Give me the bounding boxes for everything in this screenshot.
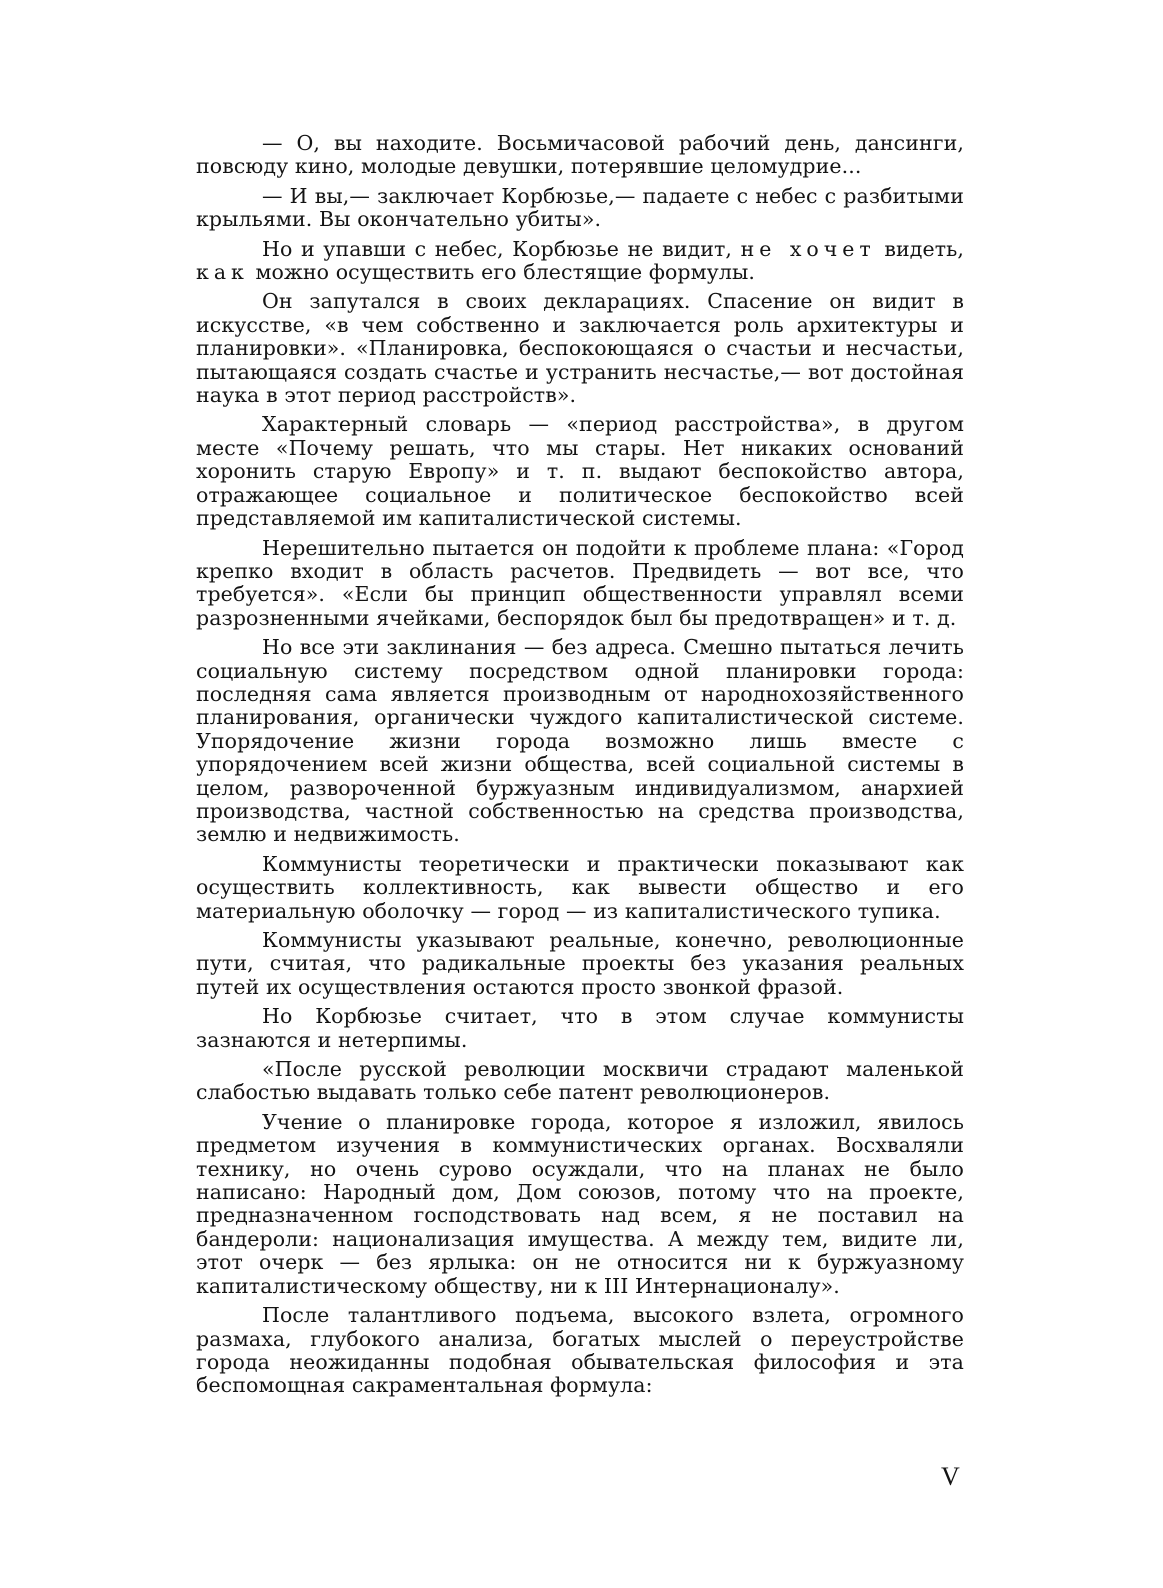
paragraph-7: Но все эти заклинания — без адреса. Смешно пытаться лечить социальную систему посредством одной планировки города: последняя сама является производным от народнохозяйственного планирования, органически чуждого капиталистической системе. Упорядочение жизни города возможно лишь вместе с упорядочением всей жизни общества, всей социальной системы в целом, развороченной буржуазным индивидуализмом, анархией производства, частной собственностью на средства производства, землю и недвижимость. — [196, 635, 964, 847]
paragraph-4: Он запутался в своих декларациях. Спасение он видит в искусстве, «в чем собственно и заключается роль архитектуры и планировки». «Планировка, беспокоющаяся о счастьи и несчастьи, пытающаяся создать счастье и устранить несчастье,— вот достойная наука в этот период расстройств». — [196, 289, 964, 408]
emphasis-ne-hochet: не хочет — [740, 236, 876, 261]
paragraph-1: — О, вы находите. Восьмичасовой рабочий день, дансинги, повсюду кино, молодые девушки, потерявшие целомудрие... — [196, 131, 964, 179]
paragraph-3-middle: видеть, — [875, 236, 965, 261]
page-number: V — [941, 1462, 960, 1491]
paragraph-9: Коммунисты указывают реальные, конечно, революционные пути, считая, что радикальные проекты без указания реальных путей их осуществления остаются просто звонкой фразой. — [196, 928, 964, 999]
body-text — [196, 132, 964, 1404]
paragraph-11: «После русской революции москвичи страдают маленькой слабостью выдавать только себе патент революционеров. — [196, 1057, 964, 1105]
paragraph-12: Учение о планировке города, которое я изложил, явилось предметом изучения в коммунистических органах. Восхваляли технику, но очень сурово осуждали, что на планах не было написано: Народный дом, Дом союзов, потому что на проекте, предназначенном господствовать над всем, я не поставил на бандероли: национализация имущества. А между тем, видите ли, этот очерк — без ярлыка: он не относится ни к буржуазному капиталистическому обществу, ни к III Интернационалу». — [196, 1109, 964, 1298]
paragraph-5: Характерный словарь — «период расстройства», в другом месте «Почему решать, что мы стары. Нет никаких оснований хоронить старую Европу» и т. п. выдают беспокойство автора, отражающее социальное и политическое беспокойство всей представляемой им капиталистической системы. — [196, 412, 964, 531]
paragraph-13: После талантливого подъема, высокого взлета, огромного размаха, глубокого анализа, богатых мыслей о переустройстве города неожиданны подобная обывательская философия и эта беспомощная сакраментальная формула: — [196, 1303, 964, 1398]
paragraph-6: Нерешительно пытается он подойти к проблеме плана: «Город крепко входит в область расчетов. Предвидеть — вот все, что требуется». «Если бы принцип общественности управлял всеми разрозненными ячейками, беспорядок был бы предотвращен» и т. д. — [196, 535, 964, 630]
paragraph-2: — И вы,— заключает Корбюзье,— падаете с небес с разбитыми крыльями. Вы окончательно убиты». — [196, 183, 964, 232]
paragraph-10: Но Корбюзье считает, что в этом случае коммунисты зазнаются и нетерпимы. — [196, 1004, 964, 1052]
paragraph-3-before: Но и упавши с небес, Корбюзье не видит, — [262, 236, 741, 261]
paragraph-3-after: можно осуществить его блестящие формулы. — [248, 260, 755, 285]
emphasis-kak: как — [196, 260, 249, 285]
paragraph-8: Коммунисты теоретически и практически показывают как осуществить коллективность, как вывести общество и его материальную оболочку — город — из капиталистического тупика. — [196, 851, 964, 923]
paragraph-3 — [196, 238, 964, 285]
